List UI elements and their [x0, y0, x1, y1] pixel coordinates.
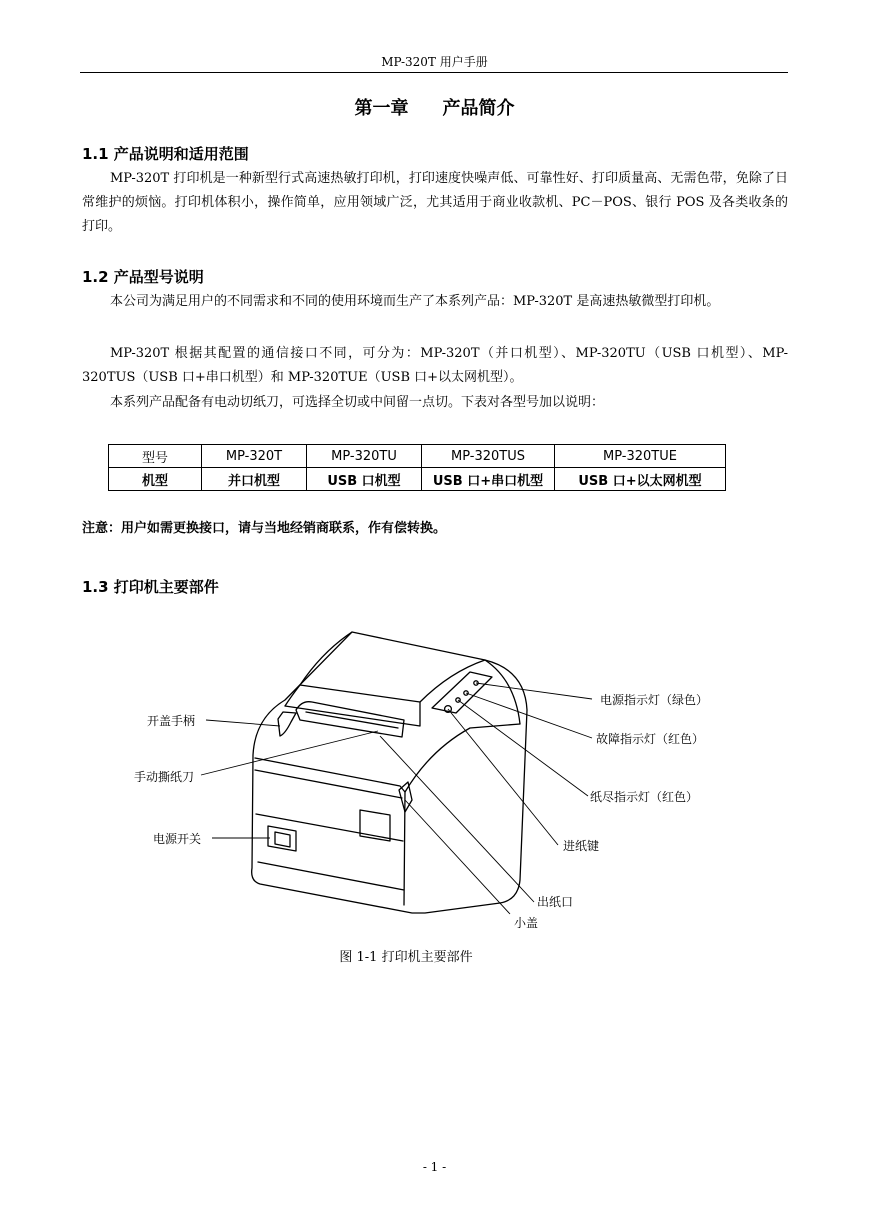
- label-paper-led: 纸尽指示灯（红色）: [590, 790, 699, 804]
- section-heading-1-2: 1.2 产品型号说明: [82, 268, 204, 286]
- section-1-2-paragraph-1: 本公司为满足用户的不同需求和不同的使用环境而生产了本系列产品：MP-320T 是高速热敏微型打印机。: [110, 294, 720, 309]
- section-1-2-paragraph-2: MP-320T 根据其配置的通信接口不同，可分为：MP-320T（并口机型）、MP-320TU（USB 口机型）、MP-320TUS（USB 口+串口机型）和 MP-320TUE（USB 口+以太网机型）。: [82, 346, 788, 385]
- control-panel: [432, 672, 492, 713]
- table-cell: MP-320TUE: [555, 445, 726, 468]
- label-cover-handle: 开盖手柄: [147, 714, 196, 728]
- leader-paper-led: [458, 700, 588, 796]
- page-number: - 1 -: [422, 1160, 447, 1174]
- section-1-2-paragraph-3: 本系列产品配备有电动切纸刀，可选择全切或中间留一点切。下表对各型号加以说明：: [110, 395, 605, 410]
- leader-error-led: [466, 693, 592, 738]
- label-small-cover: 小盖: [514, 916, 539, 930]
- label-error-led: 故障指示灯（红色）: [596, 732, 705, 746]
- cover-handle-shape: [278, 712, 296, 736]
- power-switch-rocker: [275, 832, 290, 847]
- printer-body-outline: [252, 632, 527, 913]
- label-paper-exit: 出纸口: [537, 895, 574, 909]
- leader-small-cover: [405, 800, 510, 914]
- table-cell: USB 口机型: [307, 468, 422, 491]
- printer-drawing: [0, 600, 869, 940]
- table-row-type: [109, 468, 726, 491]
- chapter-number: 第一章: [354, 98, 409, 119]
- table-cell: MP-320TU: [307, 445, 422, 468]
- chapter-title: [0, 94, 869, 120]
- section-heading-1-1: 1.1 产品说明和适用范围: [82, 145, 249, 163]
- table-cell: MP-320T: [202, 445, 307, 468]
- page-header: MP-320T 用户手册: [381, 55, 488, 69]
- table-cell: USB 口+串口机型: [422, 468, 555, 491]
- label-power-led: 电源指示灯（绿色）: [600, 693, 709, 707]
- label-power-switch: 电源开关: [153, 832, 202, 846]
- leader-paper-exit: [380, 736, 534, 902]
- leader-cover-handle: [206, 720, 280, 726]
- table-cell: MP-320TUS: [422, 445, 555, 468]
- note-text: 注意：用户如需更换接口，请与当地经销商联系，作有偿转换。: [82, 521, 447, 536]
- table-cell: 机型: [109, 468, 202, 491]
- model-table: [108, 444, 726, 491]
- chapter-name: 产品简介: [442, 98, 515, 119]
- power-switch-frame: [268, 826, 296, 851]
- label-feed-key: 进纸键: [563, 839, 600, 853]
- leader-power-led: [476, 683, 592, 699]
- top-cover: [300, 632, 485, 702]
- header-rule: [80, 72, 788, 73]
- figure-caption: 图 1-1 打印机主要部件: [339, 950, 473, 965]
- section-1-1-paragraph: MP-320T 打印机是一种新型行式高速热敏打印机，打印速度快噪声低、可靠性好、打印质量高、无需色带，免除了日常维护的烦恼。打印机体积小，操作简单，应用领域广泛，尤其适用于商业收款机、PC－POS、银行 POS 及各类收条的打印。: [82, 171, 788, 234]
- table-cell: 并口机型: [202, 468, 307, 491]
- table-row-model: [109, 445, 726, 468]
- leader-tear-blade: [201, 731, 378, 775]
- leader-feed-key: [448, 709, 558, 845]
- table-cell: USB 口+以太网机型: [555, 468, 726, 491]
- front-face: [255, 758, 405, 905]
- table-cell: 型号: [109, 445, 202, 468]
- label-tear-blade: 手动撕纸刀: [134, 770, 195, 784]
- section-heading-1-3: 1.3 打印机主要部件: [82, 578, 219, 596]
